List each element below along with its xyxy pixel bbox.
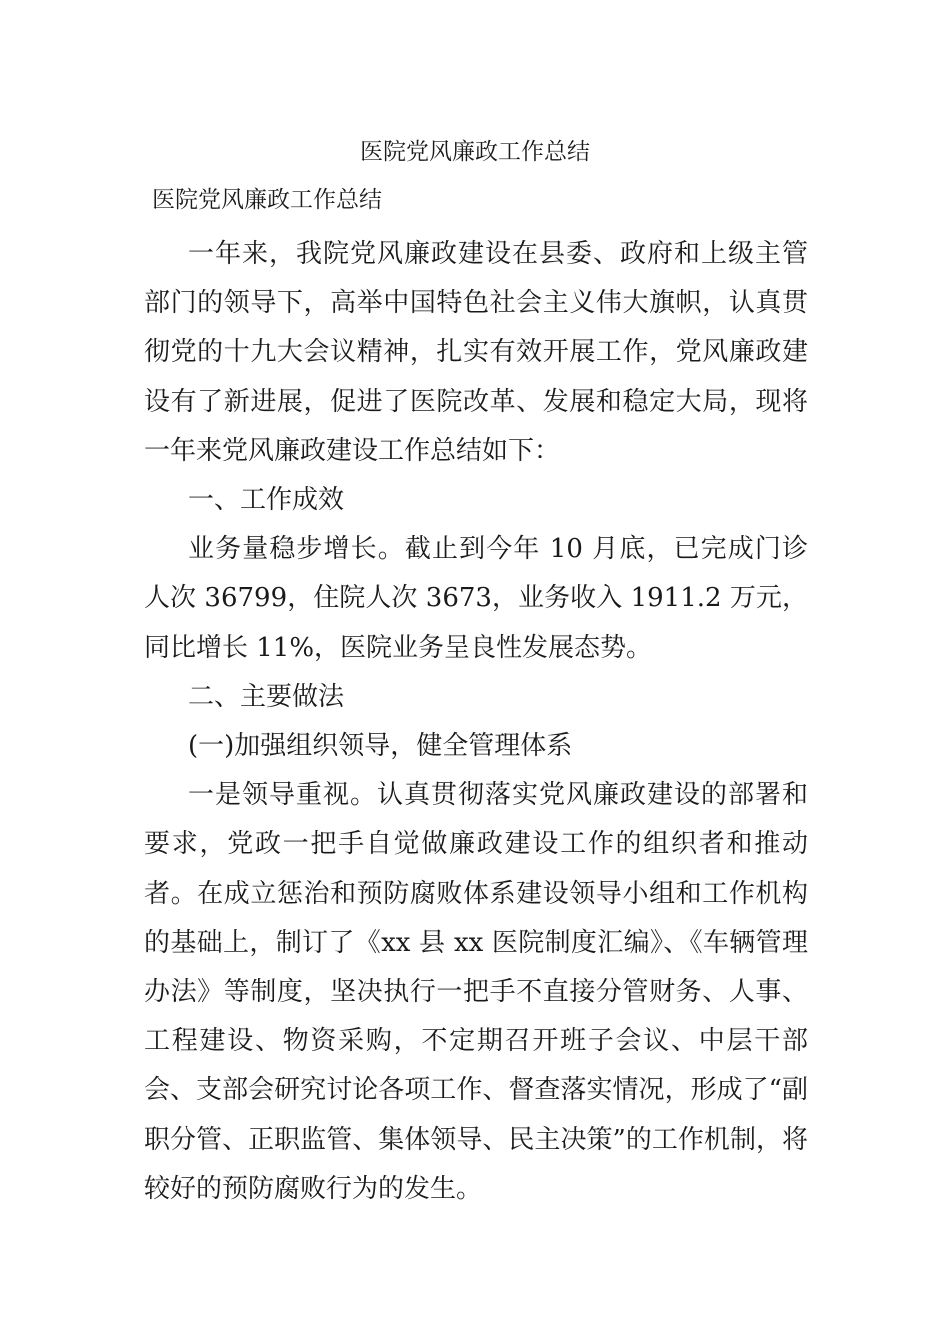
paragraph-intro: 一年来，我院党风廉政建设在县委、政府和上级主管部门的领导下，高举中国特色社会主义伟大旗帜，认真贯彻党的十九大会议精神，扎实有效开展工作，党风廉政建设有了新进展，促进了医院改革、发展和稳定大局，现将一年来党风廉政建设工作总结如下： xyxy=(144,239,808,466)
subsection-heading-organization: (一)加强组织领导，健全管理体系 xyxy=(188,731,573,762)
document-subtitle: 医院党风廉政工作总结 xyxy=(152,187,382,213)
paragraph-results: 业务量稳步增长。截止到今年 10 月底，已完成门诊人次 36799，住院人次 3673，业务收入 1911.2 万元，同比增长 11%，医院业务呈良性发展态势。 xyxy=(144,534,808,663)
document-title: 医院党风廉政工作总结 xyxy=(360,139,590,165)
section-heading-methods: 二、主要做法 xyxy=(188,681,345,712)
section-heading-results: 一、工作成效 xyxy=(188,485,345,516)
paragraph-leadership: 一是领导重视。认真贯彻落实党风廉政建设的部署和要求，党政一把手自觉做廉政建设工作的组织者和推动者。在成立惩治和预防腐败体系建设领导小组和工作机构的基础上，制订了《xx 县 xx 医院制度汇编》、《车辆管理办法》等制度，坚决执行一把手不直接分管财务、人事、工程建设、物资采购，不定期召开班子会议、中层干部会、支部会研究讨论各项工作、督查落实情况，形成了“副职分管、正职监管、集体领导、民主决策”的工作机制，将较好的预防腐败行为的发生。 xyxy=(144,780,808,1204)
document-body xyxy=(144,230,808,1214)
